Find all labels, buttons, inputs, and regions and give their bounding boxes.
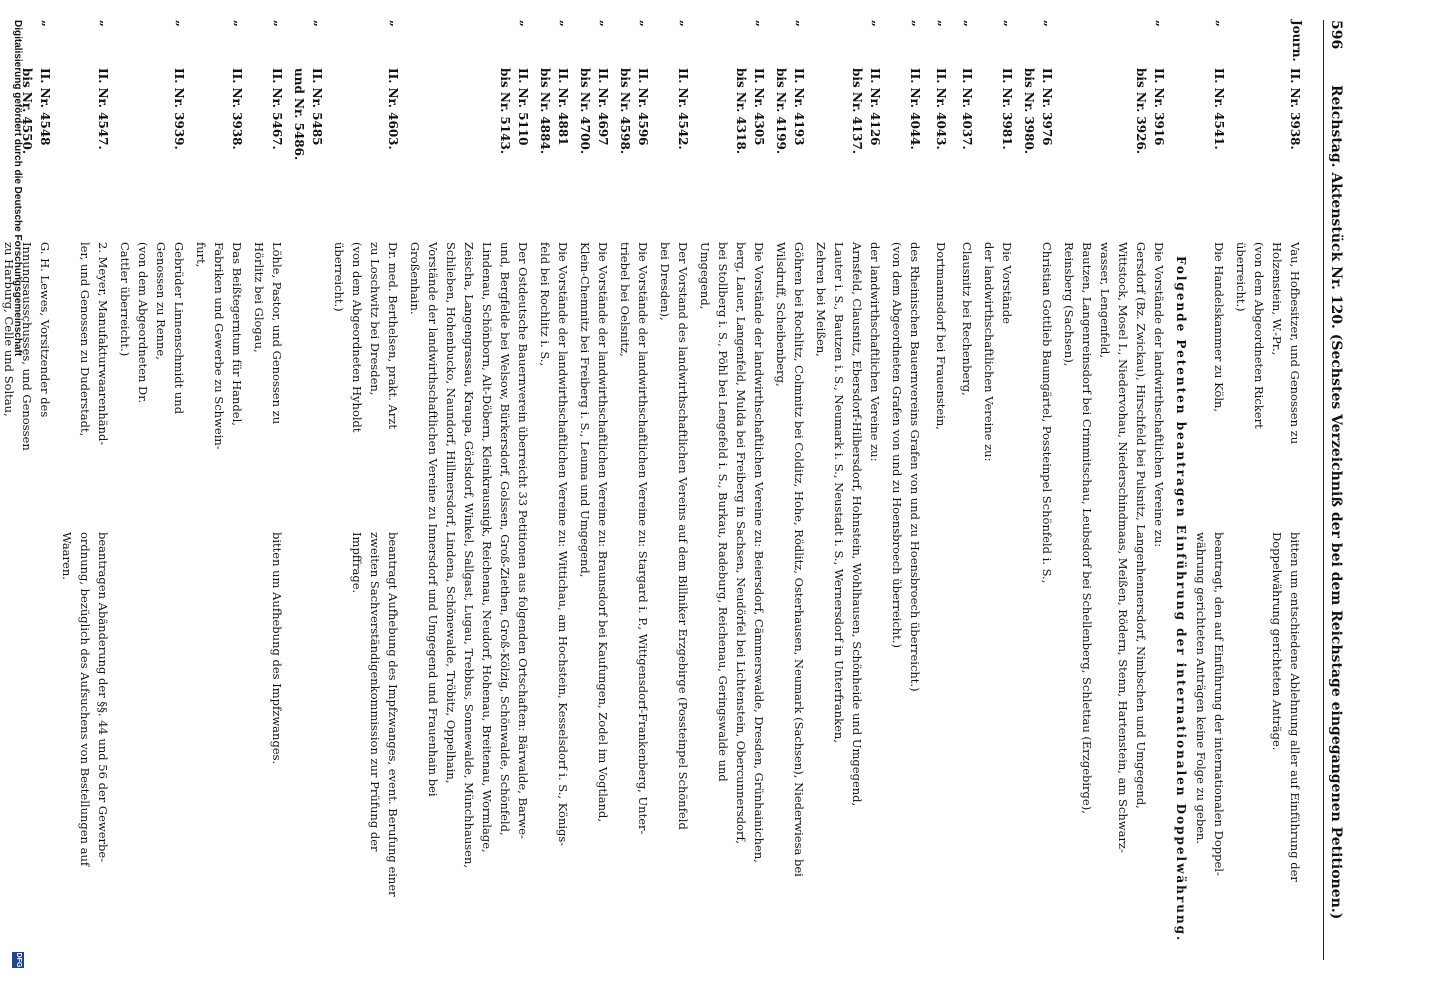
petition-row [536,20,572,980]
request-line: beantragen Abänderung der §§. 44 und 56 der Gewerbe- [96,532,110,863]
petitioner-line: wasser, Lengenfeld, [1098,242,1112,359]
petitioner-line: Der Vorstand des landwirthschaftlichen Vereins auf dem Billniker Erzgebirge (Possteinpel Schönfeld [676,242,690,830]
journal-mark: „ [232,20,246,27]
petitioner [932,242,950,517]
petitioner-line: bei Stollberg i. S., Pöhl bei Lengefeld i. S., Burkau, Radeburg, Reichenau, Geringswalde und [716,242,730,782]
page-number: 596 [1328,20,1344,50]
journal-number-line: II. Nr. 3981. [1000,68,1014,150]
petitioner-line: Gersdorf (Bz. Zwickau), Hirschfeld bei Pulsnitz, Langenhennersdorf, Nimbschen und Umgegend, [1134,242,1148,809]
journal-number [848,68,884,228]
petitioner-line: (von dem Abgeordneten Hyholdt [350,242,364,433]
petition-row [812,20,884,980]
journal-mark: „ [794,20,808,27]
petition-row [954,20,976,980]
journal-number [998,68,1016,228]
journal-mark: „ [1002,20,1016,27]
digitization-credit: Digitalisierung gefördert durch die Deutsche Forschungsgemeinschaft [12,20,24,357]
journal-number [290,68,326,228]
journal-mark: „ [174,20,188,27]
petitioner-line: der landwirthschaftlichen Vereine zu: [868,242,882,462]
journal-number [94,68,112,228]
journal-number [496,68,532,228]
page-title: Reichstag. Aktenstück Nr. 120. (Sechstes Verzeichniß der bei dem Reichstage eingegangenen Petitionen.) [1328,84,1344,920]
petitioner-line: Göhren bei Rochlitz, Colmnitz bei Colditz, Hohe, Rödlitz, Osterhausen, Neumark (Sachsen), Niederwiesa bei [792,242,806,877]
journal-number [1020,68,1056,228]
journal-number [772,68,808,228]
journal-mark: Journ. [1290,20,1304,62]
petition-row [1192,20,1228,980]
petitioner-line: Die Vorstände [1000,242,1014,324]
petitioner-line: und, Bergfelde bei Welsow, Bürkersdorf, Golssen, Groß-Ziethen, Groß-Kölzig, Schönwalde, Schönfeld, [498,242,512,836]
journal-number [732,68,768,228]
journal-number-line: bis Nr. 3980. [1022,68,1036,155]
petitioner-line: Löhle, Pastor, und Genossen zu [270,242,284,425]
journal-number-line: II. Nr. 4697 [596,68,610,146]
petitioner-line: Die Vorstände der landwirthschaftlichen Vereine zu: Braunsdorf bei Kaufungen, Zodel im Vogtland, [596,242,610,823]
journal-mark: „ [962,20,976,27]
journal-number-line: bis Nr. 5143. [498,68,512,155]
petitioner [330,242,402,517]
petitioner-line: der landwirthschaftlichen Vereine zu: [982,242,996,462]
journal-number-line: II. Nr. 5485 [310,68,324,146]
petition-row [928,20,950,980]
petitioner-line: Clausnitz bei Rechenberg, [960,242,974,396]
petitioner-line: des Rheinischen Bauernvereins Grafen von und zu Hoensbroech überreicht.) [908,242,922,692]
journal-number-line: II. Nr. 4603. [386,68,400,150]
request-line: bitten um entschiedene Ablehnung aller auf Einführung der [1288,532,1302,882]
journal-number-line: II. Nr. 5110 [516,68,530,146]
journal-mark: „ [638,20,652,27]
petitioner [696,242,768,863]
petitioner-line: Gebrüder Linnenschmidt und [172,242,186,415]
petition-list [0,20,1304,980]
petitioner-line: Großenhain. [408,242,422,315]
request [348,532,402,972]
petitioner [116,242,188,517]
journal-number-line: II. Nr. 4044. [908,68,922,150]
petitioner-line: (von dem Abgeordneten Grafen von und zu Hoensbroech überreicht.) [890,242,904,648]
petition-row [58,20,112,980]
journal-mark: „ [272,20,286,27]
petitioner-line: überreicht.) [332,242,346,312]
petition-row [980,20,1016,980]
journal-number-line: II. Nr. 4305 [752,68,766,146]
petition-row [888,20,924,980]
journal-number-line: II. Nr. 3938. [230,68,244,150]
journal-number-line: bis Nr. 3926. [1134,68,1148,155]
petitioner [406,242,532,869]
journal-number-line: II. Nr. 4881 [556,68,570,146]
journal-number-line: II. Nr. 5467. [270,68,284,150]
petitioner [772,242,808,877]
journal-number-line: II. Nr. 4541. [1212,68,1226,150]
journal-mark: „ [388,20,402,27]
journal-number-line: II. Nr. 4548 [38,68,52,146]
journal-mark: „ [1042,20,1056,27]
journal-number [674,68,692,228]
journal-number [384,68,402,228]
request-line: währung gerichteten Anträgen keine Folge zu geben. [1194,532,1208,845]
petition-row [250,20,286,980]
petitioner-line: feld bei Rochlitz i. S., [538,242,552,367]
petitioner-line: Reinsberg (Sachsen), [1062,242,1076,367]
petitioner-line: Hörlitz bei Glogau, [252,242,266,353]
petitioner [192,242,246,517]
journal-mark: „ [678,20,692,27]
petition-row [116,20,188,980]
petitioner-line: G. H. Lewes, Vorsitzender des [38,242,52,418]
petitioner-line: bei Dresden), [658,242,672,321]
petitioner-line: 2. Meyer, Manufakturwaarenhänd- [96,242,110,446]
journal-number-line: II. Nr. 3976 [1040,68,1054,146]
request-line: Impffrage. [350,532,364,594]
petitioner-line: Der Ostdeutsche Bauernverein überreicht 33 Petitionen aus folgenden Ortschaften: Bärwalde, Barwe- [516,242,530,839]
petitioner-line: (von dem Abgeordneten Dr. [136,242,150,404]
petitioner [1060,242,1168,853]
petitioner [1038,242,1056,584]
journal-number-line: II. Nr. 4037. [960,68,974,150]
petitioner-line: Die Vorstände der landwirthschaftlichen Vereine zu: Wittichau, am Hochstein, Kesselsdorf i. S., Königs- [556,242,570,847]
petition-row [576,20,612,980]
petitioner-line: Wilsdruff, Scheibenberg, [774,242,788,387]
journal-number [1132,68,1168,228]
request-line: zweiten Sachverständigenkommission zur Prüfung der [368,532,382,852]
petitioner-line: Dr. med. Berthelsen, prakt. Arzt [386,242,400,429]
request [268,532,286,972]
journal-number-line: bis Nr. 4598. [618,68,632,155]
petitioner [1210,242,1228,517]
petitioner [656,242,692,830]
journal-mark: „ [1214,20,1228,27]
petition-row [192,20,246,980]
petition-row [330,20,402,980]
request [1268,532,1304,972]
journal-number [616,68,652,228]
petitioner-line: Umgegend, [698,242,712,310]
journal-number-line: bis Nr. 4318. [734,68,748,155]
petition-row [656,20,692,980]
petitioner-line: Innungsausschusses, und Genossen [20,242,34,451]
petitioner-line: Zeischa, Langengrassau, Kraupa, Görlsdorf, Winkel, Sallgast, Lugau, Trebbus, Sonnewalde, Münchhausen, [462,242,476,869]
journal-mark: „ [910,20,924,27]
petitioner [76,242,112,517]
petitioner-line: Das Beißtegerntum für Handel, [230,242,244,426]
petitioner [576,242,612,823]
request-line: ordnung, bezüglich des Aufsuchens von Bestellungen auf [78,532,92,867]
page-header [1323,20,1344,960]
petitioner-line: überreicht.) [1234,242,1248,312]
petitioner-line: Bautzen, Langenreinsdorf bei Crimmitschau, Leubsdorf bei Schellenberg, Schlettau (Erzgebirge), [1080,242,1094,814]
dfg-logo: DFG [12,952,24,968]
petitioner-line: Vorstände der landwirthschaftlichen Vereine zu Innersdorf und Umgegend und Frauenhain bei [426,242,440,797]
petitioner-line: Dortmannsdorf bei Frauenstein, [934,242,948,430]
journal-number [906,68,924,228]
petitioner-line: Vau, Hofbesitzer, und Genossen zu [1288,242,1302,445]
petitioner-line: Lindenau, Schönborn, Alt-Döbern, Kleinkrausnigk, Reichenau, Neudorf, Hohenau, Breitenau, Wormlage, [480,242,494,853]
journal-mark: „ [936,20,950,27]
journal-number-line: bis Nr. 4550. [20,68,34,155]
journal-mark: „ [1154,20,1168,27]
petitioner [980,242,1016,517]
petitioner-line: Fabriken und Gewerbe zu Schwein- [212,242,226,450]
journal-number [576,68,612,228]
petitioner-line: Holzenstein, W.-Pr., [1270,242,1284,356]
petitioner-line: Genossen zu Renne, [154,242,168,360]
petitioner-line: Wittstock, Mosel I., Niedervohau, Niederschindmaas, Meißen, Rödern, Stenn, Hartenstein, am Schwarz- [1116,242,1130,853]
journal-number-line: II. Nr. 4547. [96,68,110,150]
petition-row [772,20,808,980]
journal-mark: „ [40,20,54,27]
petition-row [1060,20,1168,980]
request [1192,532,1228,972]
journal-number-line: II. Nr. 3939. [172,68,186,150]
petitioner [812,242,884,807]
petitioner-line: Cattler überreicht.) [118,242,132,357]
journal-number-line: II. Nr. 4043. [934,68,948,150]
petitioner [0,242,54,517]
journal-number-line: II. Nr. 3916 [1152,68,1166,146]
petition-row [406,20,532,980]
journal-number [1286,68,1304,228]
journal-number-line: II. Nr. 3938. [1288,68,1302,150]
petitioner [250,242,286,517]
page-footer [12,20,24,980]
journal-mark: „ [754,20,768,27]
request [58,532,112,972]
journal-number [932,68,950,228]
journal-number [958,68,976,228]
journal-number [1210,68,1228,228]
petitioner-line: ler, und Genossen zu Duderstadt, [78,242,92,437]
petitioner-line: Arnsfeld, Clausnitz, Ebersdorf-Hilbersdorf, Hohnstein, Wohlhausen, Schönheide und Umgegend, [850,242,864,807]
journal-number-line: II. Nr. 4126 [868,68,882,146]
request-line: Doppelwährung gerichteten Anträge. [1270,532,1284,751]
petitioner-line: zu Loschwitz bei Dresden, [368,242,382,396]
journal-mark: „ [598,20,612,27]
journal-number-line: II. Nr. 4542. [676,68,690,150]
petitioner-line: Die Vorstände der landwirthschaftlichen Vereine zu: Beiersdorf, Cämmerswalde, Dresden, Grünhainichen, [752,242,766,863]
petitioner [536,242,572,847]
petitioner-line: Die Handelskammer zu Köln, [1212,242,1226,413]
petitioner-line: Die Vorstände der landwirthschaftlichen Vereine zu: Stargard i. P., Wittgensdorf-Frankenberg, Unter- [636,242,650,835]
petitioner-line: berg, Lauer, Langenfeld, Mulda bei Freiberg in Sachsen, Neudörfel bei Lichtenstein, Obercunnersdorf, [734,242,748,845]
petition-row [290,20,326,980]
journal-number-line: bis Nr. 4199. [774,68,788,155]
journal-number-line: und Nr. 5486. [292,68,306,161]
petitioner-line: Die Vorstände der landwirthschaftlichen Vereine zu: [1152,242,1166,548]
request-line: beantragt, den auf Einführung der internationalen Doppel- [1212,532,1226,876]
petitioner-line: (von dem Abgeordneten Rickert [1252,242,1266,429]
journal-mark: „ [518,20,532,27]
petitioner-line: zu Harburg, Celle und Soltau, [2,242,16,417]
petitioner-line: Christian Gottlieb Baumgärtel, Possteinpel Schönfeld i. S., [1040,242,1054,584]
journal-number [536,68,572,228]
journal-mark: „ [312,20,326,27]
journal-mark: „ [98,20,112,27]
petitioner-line: Zehren bei Meißen, [814,242,828,357]
petitioner-line: furt, [194,242,208,268]
petitioner [958,242,976,517]
journal-mark: „ [870,20,884,27]
petition-row [0,20,54,980]
petition-row [616,20,652,980]
section-subheading: Folgende Petenten beantragen Einführung der internationalen Doppelwährung. [1174,256,1188,943]
request-line: beantragt Aufhebung des Impfzwanges, event. Berufung einer [386,532,400,897]
petitioner [888,242,924,692]
request-line: bitten um Aufhebung des Impfzwanges. [270,532,284,765]
petitioner [616,242,652,835]
journal-number-line: II. Nr. 4596 [636,68,650,146]
petition-row [1020,20,1056,980]
journal-number-line: bis Nr. 4700. [578,68,592,155]
petitioner-line: Klein-Chemnitz bei Freiberg i. S., Leuma und Umgegend, [578,242,592,578]
journal-number [170,68,188,228]
petition-row [696,20,768,980]
journal-number-line: bis Nr. 4137. [850,68,864,155]
petitioner-line: triebel bei Oelsnitz, [618,242,632,357]
journal-number-line: bis Nr. 4884. [538,68,552,155]
journal-number [228,68,246,228]
journal-number-line: II. Nr. 4193 [792,68,806,146]
journal-mark: „ [558,20,572,27]
petitioner-line: Schlieben, Hohenbucko, Naundorf, Hillmersdorf, Lindena, Schönewalde, Tröbitz, Oppelhain, [444,242,458,784]
petition-row [1232,20,1304,980]
request-line: Waaren. [60,532,74,580]
petitioner [1232,242,1304,517]
petitioner-line: Lauter i. S., Bautzen i. S., Neumark i. S., Neustadt i. S., Wernersdorf in Unterfranken, [832,242,846,743]
journal-number [268,68,286,228]
